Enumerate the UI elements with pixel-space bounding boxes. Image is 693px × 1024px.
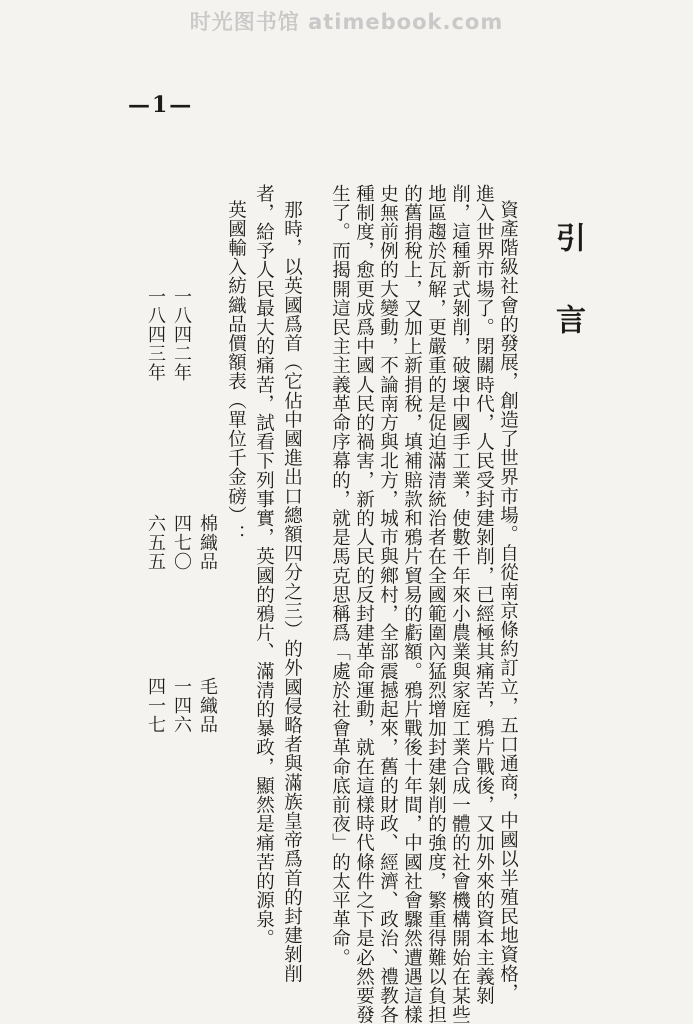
text-column: 的舊捐稅上，又加上新捐稅，填補賠款和鴉片貿易的虧額。鴉片戰後十年間，中國社會驟然遭遇這樣 <box>401 184 423 1024</box>
text-column: 進入世界市場了。閉關時代，人民受封建剝削，已經極其痛苦，鴉片戰後，又加外來的資本主義剝 <box>473 184 495 1006</box>
table-cell-cotton: 六五五 <box>145 514 166 571</box>
text-column: 資產階級社會的發展，創造了世界市場。自從南京條約訂立，五口通商，中國以半殖民地資格， <box>497 200 519 1003</box>
table-header-wool: 毛織品 <box>197 677 218 734</box>
table-header-cotton: 棉織品 <box>197 514 218 571</box>
text-column: 那時，以英國爲首（它佔中國進出口總額四分之三）的外國侵略者與滿族皇帝爲首的封建剝削 <box>281 200 303 984</box>
watermark: 时光图书馆 atimebook.com <box>189 10 504 34</box>
table-row-year: 一八四三年 <box>145 287 166 382</box>
page-title: 引言 <box>550 222 585 386</box>
table-caption: 英國輸入紡織品價額表（單位千金磅）： <box>225 200 247 544</box>
text-column: 種制度，愈更成爲中國人民的禍害，新的人民的反封建革命運動，就在這樣時代條件之下是必然要發 <box>353 184 375 1024</box>
table-cell-wool: 四一七 <box>145 677 166 734</box>
text-column: 者，給予人民最大的痛苦，試看下列事實，英國的鴉片、滿清的暴政，顯然是痛苦的源泉。 <box>253 184 275 948</box>
table-cell-wool: 一四六 <box>171 677 192 734</box>
page-number: —1— <box>128 92 194 118</box>
text-column: 生了。而揭開這民主主義革命序幕的，就是馬克思稱爲「處於社會革命底前夜」的太平革命。 <box>329 184 351 968</box>
table-row-year: 一八四二年 <box>171 287 192 382</box>
table-cell-cotton: 四七〇 <box>171 514 192 571</box>
text-column: 削，這種新式剝削，破壞中國手工業，使數千年來小農業與家庭工業合成一體的社會機構開始在某些 <box>449 184 471 1024</box>
text-column: 史無前例的大變動，不論南方與北方，城市與鄉村，全部震撼起來，舊的財政、經濟、政治、禮教各 <box>377 184 399 1024</box>
text-column: 地區趨於瓦解，更嚴重的是促迫滿清統治者在全國範圍內猛烈增加封建剝削的強度，繁重得難以負担 <box>425 184 447 1024</box>
